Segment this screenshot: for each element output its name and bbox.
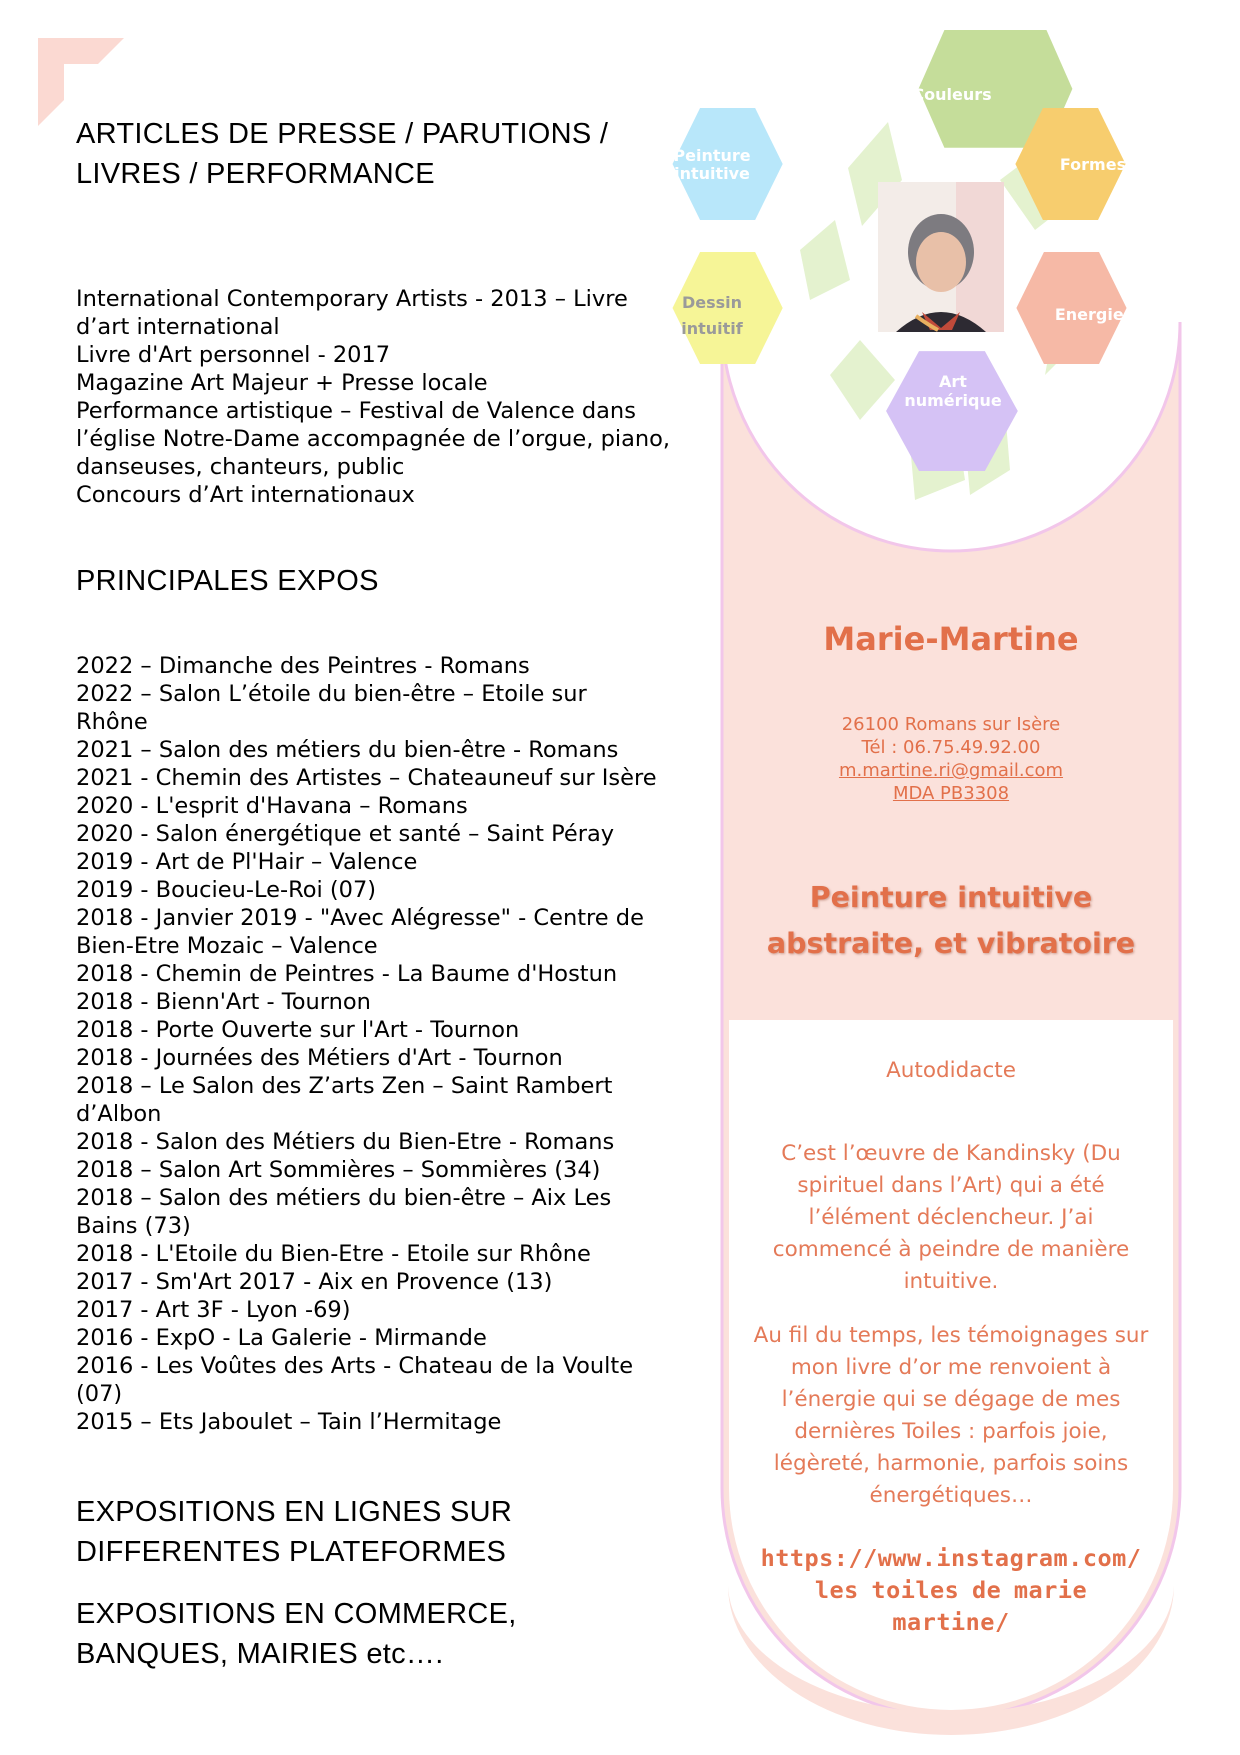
hex-label-peinture-line1: Peinture: [673, 146, 751, 165]
corner-decoration: [38, 38, 124, 126]
hex-label-art-line2: numérique: [904, 391, 1002, 410]
tagline: [722, 875, 1180, 967]
list-item: 2021 - Chemin des Artistes – Chateauneuf sur Isère: [76, 765, 657, 791]
autodidacte-label: Autodidacte: [886, 1058, 1016, 1083]
list-item: 2018 – Salon Art Sommières – Sommières (34): [76, 1157, 601, 1183]
list-item: l’église Notre-Dame accompagnée de l’orgue, piano,: [76, 426, 671, 452]
hex-label-peinture-line2: intuitive: [674, 164, 750, 183]
commerce-expos-heading: [76, 1594, 517, 1674]
list-item: 2017 - Sm'Art 2017 - Aix en Provence (13): [76, 1269, 553, 1295]
instagram-link-line2[interactable]: les toiles de marie martine/: [814, 1576, 1088, 1636]
hex-label-energies: Energies: [1054, 305, 1134, 324]
hex-label-art-line1: Art: [939, 372, 967, 391]
list-item: 2020 - Salon énergétique et santé – Saint Péray: [76, 821, 615, 847]
contact-block: [722, 713, 1180, 805]
list-item: 2016 - ExpO - La Galerie - Mirmande: [76, 1325, 487, 1351]
portrait: [878, 182, 1004, 332]
email-link[interactable]: m.martine.ri@gmail.com: [838, 760, 1064, 781]
hex-connector: [830, 340, 895, 420]
tagline-line1: Peinture intuitive: [809, 881, 1093, 914]
press-heading-line1: ARTICLES DE PRESSE / PARUTIONS /: [76, 118, 609, 150]
list-item: 2022 – Salon L’étoile du bien-être – Etoile sur: [76, 681, 587, 707]
list-item: Magazine Art Majeur + Presse locale: [76, 370, 488, 396]
address: 26100 Romans sur Isère: [841, 714, 1061, 735]
list-item: 2019 - Art de Pl'Hair – Valence: [76, 849, 418, 875]
hex-label-dessin-line1: Dessin: [681, 293, 743, 312]
instagram-link[interactable]: [752, 1542, 1150, 1638]
commerce-heading-line2: BANQUES, MAIRIES etc….: [76, 1638, 444, 1670]
hex-art: [886, 351, 1051, 471]
press-list: [76, 285, 670, 509]
list-item: 2018 - Porte Ouverte sur l'Art - Tournon: [76, 1017, 520, 1043]
commerce-heading-line1: EXPOSITIONS EN COMMERCE,: [76, 1598, 517, 1630]
expos-list: [76, 652, 657, 1436]
press-heading: [76, 114, 608, 194]
list-item: 2020 - L'esprit d'Havana – Romans: [76, 793, 468, 819]
list-item: 2016 - Les Voûtes des Arts - Chateau de la Voulte: [76, 1353, 634, 1379]
mda-link[interactable]: MDA PB3308: [892, 783, 1010, 804]
list-item: d’Albon: [76, 1101, 162, 1127]
hex-label-formes: Formes: [1059, 155, 1127, 174]
list-item: 2018 - L'Etoile du Bien-Etre - Etoile sur Rhône: [76, 1241, 591, 1267]
list-item: 2018 - Janvier 2019 - "Avec Alégresse" - Centre de: [76, 905, 644, 931]
list-item: 2017 - Art 3F - Lyon -69): [76, 1297, 351, 1323]
list-item: Rhône: [76, 709, 148, 735]
list-item: 2022 – Dimanche des Peintres - Romans: [76, 653, 530, 679]
tagline-line2: abstraite, et vibratoire: [766, 927, 1136, 960]
list-item: Bien-Etre Mozaic – Valence: [76, 933, 378, 959]
list-item: 2018 – Le Salon des Z’arts Zen – Saint Rambert: [76, 1073, 613, 1099]
press-heading-line2: LIVRES / PERFORMANCE: [76, 158, 435, 190]
list-item: Performance artistique – Festival de Valence dans: [76, 398, 636, 424]
expos-heading: PRINCIPALES EXPOS: [76, 565, 379, 597]
list-item: 2021 – Salon des métiers du bien-être - Romans: [76, 737, 619, 763]
list-item: d’art international: [76, 314, 280, 340]
bio-paragraph-2: Au fil du temps, les témoignages sur mon livre d’or me renvoient à l’énergie qui se dégage de mes dernières Toiles : parfois joie, légèreté, harmonie, parfois soins énergétiques…: [753, 1323, 1149, 1508]
list-item: (07): [76, 1381, 123, 1407]
bio-paragraph-1: C’est l’œuvre de Kandinsky (Du spirituel dans l’Art) qui a été l’élément déclencheur. J’ai commencé à peindre de manière intuitive.: [772, 1141, 1130, 1294]
list-item: 2018 - Chemin de Peintres - La Baume d'Hostun: [76, 961, 618, 987]
list-item: 2018 - Journées des Métiers d'Art - Tournon: [76, 1045, 563, 1071]
hex-label-dessin-line2: intuitif: [681, 319, 743, 338]
list-item: 2019 - Boucieu-Le-Roi (07): [76, 877, 377, 903]
online-expos-heading: [76, 1492, 512, 1572]
list-item: 2018 – Salon des métiers du bien-être – Aix Les: [76, 1185, 612, 1211]
online-heading-line1: EXPOSITIONS EN LIGNES SUR: [76, 1496, 513, 1528]
hex-label-couleurs: Couleurs: [912, 85, 992, 104]
list-item: Concours d’Art internationaux: [76, 482, 415, 508]
list-item: International Contemporary Artists - 2013 – Livre: [76, 286, 628, 312]
list-item: 2018 - Salon des Métiers du Bien-Etre - Romans: [76, 1129, 615, 1155]
phone: Tél : 06.75.49.92.00: [861, 737, 1041, 758]
list-item: Livre d'Art personnel - 2017: [76, 342, 391, 368]
hex-connector: [800, 220, 850, 300]
online-heading-line2: DIFFERENTES PLATEFORMES: [76, 1536, 507, 1568]
artist-name: Marie-Martine: [823, 620, 1079, 658]
instagram-link-line1[interactable]: https://www.instagram.com/: [760, 1544, 1142, 1572]
hexagon-diagram: [673, 30, 1200, 530]
list-item: danseuses, chanteurs, public: [76, 454, 405, 480]
list-item: 2015 – Ets Jaboulet – Tain l’Hermitage: [76, 1409, 502, 1435]
list-item: 2018 - Bienn'Art - Tournon: [76, 989, 371, 1015]
list-item: Bains (73): [76, 1213, 191, 1239]
